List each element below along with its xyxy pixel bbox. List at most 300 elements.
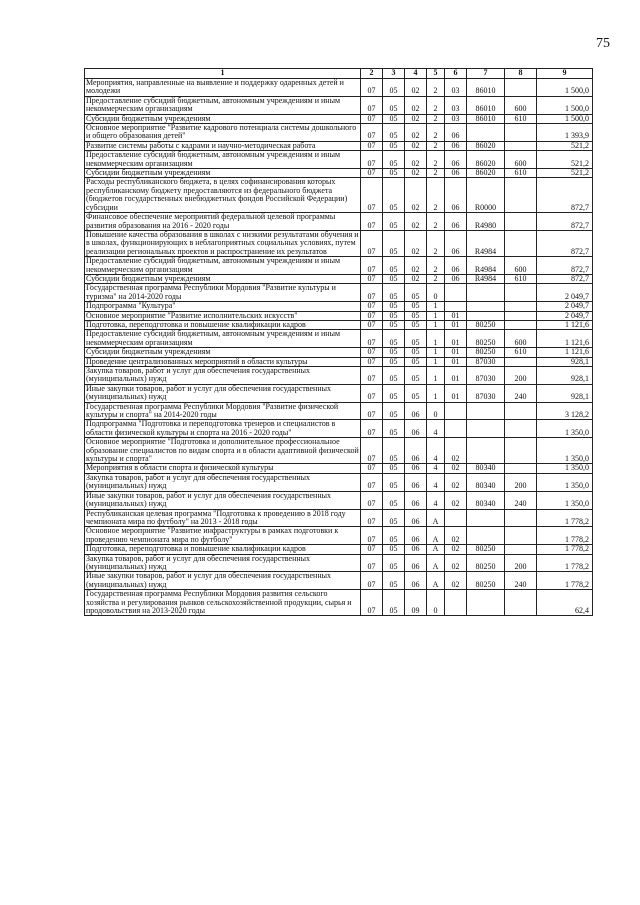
code-2-cell: 07 [361,141,383,150]
code-5-cell: 4 [427,491,445,509]
code-4-cell: 02 [405,213,427,231]
code-3-cell: 05 [383,320,405,329]
code-6-cell: 06 [445,124,467,142]
code-6-cell: 06 [445,213,467,231]
code-7-cell [467,527,505,545]
code-8-cell [505,311,537,320]
code-8-cell: 610 [505,348,537,357]
amount-cell: 2 049,7 [537,284,593,302]
item-name-cell: Финансовое обеспечение мероприятий федеральной целевой программы развития образования на 2016 - 2020 годы [85,213,361,231]
code-3-cell: 05 [383,284,405,302]
code-4-cell: 09 [405,590,427,616]
item-name-cell: Основное мероприятие "Развитие исполнительских искусств" [85,311,361,320]
code-7-cell: 87030 [467,384,505,402]
table-row [85,230,593,256]
code-6-cell: 02 [445,464,467,473]
code-2-cell: 07 [361,230,383,256]
item-name-cell: Государственная программа Республики Мордовия "Развитие физической культуры и спорта" на 2014-2020 годы [85,402,361,420]
amount-cell: 1 778,2 [537,572,593,590]
code-5-cell: 2 [427,124,445,142]
code-3-cell: 05 [383,348,405,357]
amount-cell: 1 350,0 [537,420,593,438]
code-3-cell: 05 [383,420,405,438]
code-6-cell: 06 [445,257,467,275]
table-row [85,554,593,572]
header-cell: 9 [537,69,593,79]
code-8-cell [505,213,537,231]
code-3-cell: 05 [383,554,405,572]
header-cell: 8 [505,69,537,79]
code-2-cell: 07 [361,420,383,438]
code-6-cell: 01 [445,330,467,348]
code-4-cell: 06 [405,545,427,554]
code-4-cell: 02 [405,141,427,150]
code-5-cell: 2 [427,257,445,275]
code-3-cell: 05 [383,124,405,142]
code-3-cell: 05 [383,491,405,509]
table-row [85,311,593,320]
code-7-cell: 86010 [467,114,505,123]
table-row [85,590,593,616]
code-6-cell [445,284,467,302]
code-5-cell: 2 [427,178,445,213]
code-4-cell: 05 [405,357,427,366]
item-name-cell: Республиканская целевая программа "Подготовка к проведению в 2018 году чемпионата мира по футболу" на 2013 - 2018 годы [85,509,361,527]
table-row [85,402,593,420]
code-2-cell: 07 [361,124,383,142]
header-row [85,69,593,79]
header-cell: 4 [405,69,427,79]
code-7-cell: 86010 [467,96,505,114]
code-4-cell: 06 [405,491,427,509]
code-4-cell: 02 [405,114,427,123]
code-7-cell [467,124,505,142]
code-7-cell [467,284,505,302]
code-7-cell [467,402,505,420]
code-4-cell: 02 [405,96,427,114]
amount-cell: 872,7 [537,230,593,256]
code-2-cell: 07 [361,527,383,545]
item-name-cell: Проведение централизованных мероприятий в области культуры [85,357,361,366]
amount-cell: 1 350,0 [537,473,593,491]
code-5-cell: 2 [427,169,445,178]
item-name-cell: Основное мероприятие "Развитие инфраструктуры в рамках подготовки к проведению чемпионата мира по футболу" [85,527,361,545]
table-row [85,178,593,213]
amount-cell: 872,7 [537,274,593,283]
table-row [85,151,593,169]
table-row [85,284,593,302]
table-row [85,274,593,283]
item-name-cell: Повышение качества образования в школах с низкими результатами обучения и в школах, функционирующих в неблагоприятных социальных условиях, путем реализации региональных проектов и распространение их результатов [86,230,359,256]
code-5-cell: 2 [427,96,445,114]
code-5-cell: 2 [427,230,445,256]
code-2-cell: 07 [361,402,383,420]
code-8-cell [505,509,537,527]
code-7-cell: 87030 [467,367,505,385]
code-3-cell: 05 [383,590,405,616]
code-7-cell: R4984 [467,230,505,256]
code-2-cell: 07 [361,367,383,385]
code-8-cell: 610 [505,169,537,178]
table-row [85,124,593,142]
code-3-cell: 05 [383,572,405,590]
code-6-cell: 06 [445,230,467,256]
item-name-cell: Предоставление субсидий бюджетным, автономным учреждениям и иным некоммерческим организациям [85,151,361,169]
code-6-cell: 01 [445,357,467,366]
amount-cell: 1 350,0 [537,491,593,509]
code-4-cell: 06 [405,554,427,572]
code-3-cell: 05 [383,151,405,169]
code-2-cell: 07 [361,384,383,402]
code-6-cell: 06 [445,141,467,150]
code-4-cell: 06 [405,509,427,527]
code-3-cell: 05 [383,464,405,473]
amount-cell: 521,2 [537,169,593,178]
amount-cell: 62,4 [537,590,593,616]
code-5-cell: 2 [427,114,445,123]
code-5-cell: А [427,545,445,554]
amount-cell: 928,1 [537,357,593,366]
code-4-cell: 06 [405,473,427,491]
table-row [85,384,593,402]
code-4-cell: 02 [405,169,427,178]
code-5-cell: 4 [427,464,445,473]
amount-cell: 928,1 [537,367,593,385]
item-name-cell: Иные закупки товаров, работ и услуг для обеспечения государственных (муниципальных) нужд [85,572,361,590]
code-3-cell: 05 [383,545,405,554]
item-name-cell: Мероприятия, направленные на выявление и поддержку одаренных детей и молодежи [85,79,361,97]
amount-cell: 872,7 [537,257,593,275]
table-row [85,572,593,590]
code-8-cell: 610 [505,114,537,123]
code-8-cell [505,590,537,616]
code-5-cell: 0 [427,284,445,302]
item-name-cell: Иные закупки товаров, работ и услуг для обеспечения государственных (муниципальных) нужд [85,491,361,509]
amount-cell: 1 121,6 [537,348,593,357]
code-4-cell: 06 [405,438,427,464]
budget-table [84,68,593,616]
header-cell: 3 [383,69,405,79]
table-row [85,169,593,178]
table-row [85,367,593,385]
amount-cell: 872,7 [537,213,593,231]
code-8-cell [505,302,537,311]
code-6-cell: 02 [445,545,467,554]
code-2-cell: 07 [361,330,383,348]
code-3-cell: 05 [383,274,405,283]
code-3-cell: 05 [383,302,405,311]
table-row [85,438,593,464]
code-4-cell: 06 [405,527,427,545]
code-8-cell [505,320,537,329]
code-7-cell: 86010 [467,79,505,97]
header-cell: 2 [361,69,383,79]
code-2-cell: 07 [361,302,383,311]
code-4-cell: 02 [405,257,427,275]
code-3-cell: 05 [383,141,405,150]
code-3-cell: 05 [383,357,405,366]
header-cell: 7 [467,69,505,79]
item-name-cell: Государственная программа Республики Мордовия "Развитие культуры и туризма" на 2014-2020 годы [85,284,361,302]
code-8-cell [505,124,537,142]
code-4-cell: 05 [405,367,427,385]
code-5-cell: 1 [427,367,445,385]
item-name-cell: Закупка товаров, работ и услуг для обеспечения государственных (муниципальных) нужд [85,554,361,572]
code-6-cell: 02 [445,491,467,509]
code-4-cell: 02 [405,151,427,169]
code-8-cell [505,141,537,150]
code-4-cell: 06 [405,420,427,438]
code-3-cell: 05 [383,473,405,491]
code-3-cell: 05 [383,330,405,348]
amount-cell: 3 128,2 [537,402,593,420]
code-5-cell: 1 [427,384,445,402]
amount-cell: 2 049,7 [537,311,593,320]
amount-cell: 1 778,2 [537,509,593,527]
table-row [85,491,593,509]
item-name-cell: Государственная программа Республики Мордовия развития сельского хозяйства и регулирования рынков сельскохозяйственной продукции, сырья и продовольствия на 2013-2020 годы [85,590,361,616]
code-7-cell: 80250 [467,348,505,357]
code-6-cell [445,402,467,420]
code-6-cell [445,509,467,527]
code-6-cell: 06 [445,274,467,283]
item-name-cell: Предоставление субсидий бюджетным, автономным учреждениям и иным некоммерческим организациям [85,257,361,275]
code-8-cell: 200 [505,554,537,572]
code-7-cell: 86020 [467,151,505,169]
code-8-cell: 600 [505,330,537,348]
code-4-cell: 02 [405,230,427,256]
code-6-cell: 02 [445,554,467,572]
code-7-cell: R0000 [467,178,505,213]
code-7-cell: R4980 [467,213,505,231]
code-6-cell: 03 [445,96,467,114]
code-3-cell: 05 [383,213,405,231]
item-name-cell: Развитие системы работы с кадрами и научно-методическая работа [85,141,361,150]
amount-cell: 1 500,0 [537,114,593,123]
code-2-cell: 07 [361,114,383,123]
code-3-cell: 05 [383,257,405,275]
code-6-cell: 01 [445,311,467,320]
code-5-cell: 2 [427,151,445,169]
code-6-cell: 06 [445,178,467,213]
amount-cell: 1 350,0 [537,464,593,473]
item-name-cell: Основное мероприятие "Подготовка и дополнительное профессиональное образование специалистов по видам спорта и в области адаптивной физической культуры и спорта" [86,437,359,464]
item-name-cell: Мероприятия в области спорта и физической культуры [85,464,361,473]
code-3-cell: 05 [383,402,405,420]
item-name-cell: Основное мероприятие "Развитие кадрового потенциала системы дошкольного и общего образования детей" [85,124,361,142]
code-7-cell: 80340 [467,491,505,509]
code-8-cell [505,402,537,420]
code-2-cell: 07 [361,284,383,302]
code-7-cell: R4984 [467,257,505,275]
code-3-cell: 05 [383,178,405,213]
item-name-cell: Субсидии бюджетным учреждениям [85,169,361,178]
code-8-cell: 200 [505,367,537,385]
table-row [85,348,593,357]
code-3-cell: 05 [383,367,405,385]
header-cell: 1 [85,69,361,79]
code-7-cell: 80340 [467,473,505,491]
item-name-cell: Подпрограмма "Подготовка и переподготовка тренеров и специалистов в области физической культуры и спорта на 2016 - 2020 годы" [85,420,361,438]
code-3-cell: 05 [383,527,405,545]
amount-cell: 1 778,2 [537,527,593,545]
item-name-cell: Закупка товаров, работ и услуг для обеспечения государственных (муниципальных) нужд [85,473,361,491]
code-5-cell: А [427,572,445,590]
code-5-cell: 1 [427,357,445,366]
amount-cell: 1 778,2 [537,554,593,572]
code-5-cell: А [427,509,445,527]
amount-cell: 1 121,6 [537,320,593,329]
code-7-cell: 80250 [467,320,505,329]
code-8-cell [505,284,537,302]
code-4-cell: 05 [405,320,427,329]
table-row [85,509,593,527]
code-6-cell: 06 [445,169,467,178]
code-6-cell: 02 [445,527,467,545]
code-6-cell: 01 [445,384,467,402]
code-2-cell: 07 [361,438,383,464]
code-7-cell [467,302,505,311]
code-4-cell: 05 [405,384,427,402]
code-7-cell: 86020 [467,169,505,178]
amount-cell: 1 500,0 [537,79,593,97]
item-name-cell: Субсидии бюджетным учреждениям [85,348,361,357]
code-5-cell: А [427,527,445,545]
code-5-cell: 1 [427,311,445,320]
code-7-cell [467,590,505,616]
table-row [85,464,593,473]
code-6-cell: 02 [445,438,467,464]
table-row [85,527,593,545]
table-row [85,320,593,329]
code-2-cell: 07 [361,590,383,616]
code-4-cell: 06 [405,572,427,590]
item-name-cell: Подготовка, переподготовка и повышение квалификации кадров [85,320,361,329]
code-6-cell: 01 [445,320,467,329]
code-6-cell: 02 [445,572,467,590]
code-8-cell [505,178,537,213]
amount-cell: 872,7 [537,178,593,213]
code-4-cell: 02 [405,79,427,97]
code-2-cell: 07 [361,96,383,114]
code-2-cell: 07 [361,473,383,491]
code-5-cell: 4 [427,438,445,464]
code-8-cell: 240 [505,491,537,509]
code-8-cell: 240 [505,384,537,402]
code-8-cell [505,420,537,438]
code-8-cell: 600 [505,257,537,275]
code-7-cell: R4984 [467,274,505,283]
header-cell: 6 [445,69,467,79]
code-7-cell: 80250 [467,545,505,554]
table-row [85,114,593,123]
code-8-cell: 240 [505,572,537,590]
code-5-cell: 1 [427,302,445,311]
code-4-cell: 05 [405,302,427,311]
code-2-cell: 07 [361,178,383,213]
code-7-cell: 80340 [467,464,505,473]
code-2-cell: 07 [361,554,383,572]
code-3-cell: 05 [383,438,405,464]
code-4-cell: 05 [405,348,427,357]
code-3-cell: 05 [383,311,405,320]
code-5-cell: 2 [427,79,445,97]
code-2-cell: 07 [361,79,383,97]
code-6-cell [445,590,467,616]
code-3-cell: 05 [383,169,405,178]
table-row [85,357,593,366]
code-8-cell [505,79,537,97]
code-2-cell: 07 [361,572,383,590]
code-7-cell [467,420,505,438]
code-5-cell: 2 [427,141,445,150]
code-5-cell: А [427,554,445,572]
code-8-cell: 200 [505,473,537,491]
code-3-cell: 05 [383,509,405,527]
code-5-cell: 4 [427,420,445,438]
amount-cell: 521,2 [537,141,593,150]
table-row [85,96,593,114]
table-row [85,257,593,275]
code-2-cell: 07 [361,274,383,283]
page-number: 75 [596,36,610,51]
code-5-cell: 1 [427,320,445,329]
code-5-cell: 2 [427,213,445,231]
code-2-cell: 07 [361,491,383,509]
code-7-cell [467,311,505,320]
item-name-cell: Подпрограмма "Культура" [85,302,361,311]
code-7-cell [467,509,505,527]
code-8-cell [505,357,537,366]
code-8-cell: 600 [505,151,537,169]
amount-cell: 2 049,7 [537,302,593,311]
code-2-cell: 07 [361,464,383,473]
header-cell: 5 [427,69,445,79]
code-4-cell: 02 [405,124,427,142]
item-name-cell: Субсидии бюджетным учреждениям [85,114,361,123]
code-8-cell: 600 [505,96,537,114]
code-4-cell: 06 [405,464,427,473]
amount-cell: 1 500,0 [537,96,593,114]
item-name-cell: Расходы республиканского бюджета, в целях софинансирования которых республиканскому бюджету предоставляются из федерального бюджета (бюджетов государственных внебюджетных фондов Российской Федерации) субсидии [85,178,361,213]
code-8-cell: 610 [505,274,537,283]
code-7-cell: 80250 [467,330,505,348]
code-4-cell: 02 [405,178,427,213]
code-3-cell: 05 [383,114,405,123]
amount-cell: 1 121,6 [537,330,593,348]
code-8-cell [505,545,537,554]
item-name-cell: Иные закупки товаров, работ и услуг для обеспечения государственных (муниципальных) нужд [85,384,361,402]
code-8-cell [505,527,537,545]
code-5-cell: 0 [427,402,445,420]
code-5-cell: 1 [427,348,445,357]
code-5-cell: 4 [427,473,445,491]
code-4-cell: 05 [405,330,427,348]
table-row [85,213,593,231]
amount-cell: 1 778,2 [537,545,593,554]
amount-cell: 1 393,9 [537,124,593,142]
code-6-cell [445,302,467,311]
code-6-cell: 02 [445,473,467,491]
code-2-cell: 07 [361,320,383,329]
table-row [85,545,593,554]
code-7-cell: 80250 [467,554,505,572]
code-3-cell: 05 [383,79,405,97]
table-row [85,141,593,150]
code-2-cell: 07 [361,348,383,357]
amount-cell: 521,2 [537,151,593,169]
code-5-cell: 2 [427,274,445,283]
